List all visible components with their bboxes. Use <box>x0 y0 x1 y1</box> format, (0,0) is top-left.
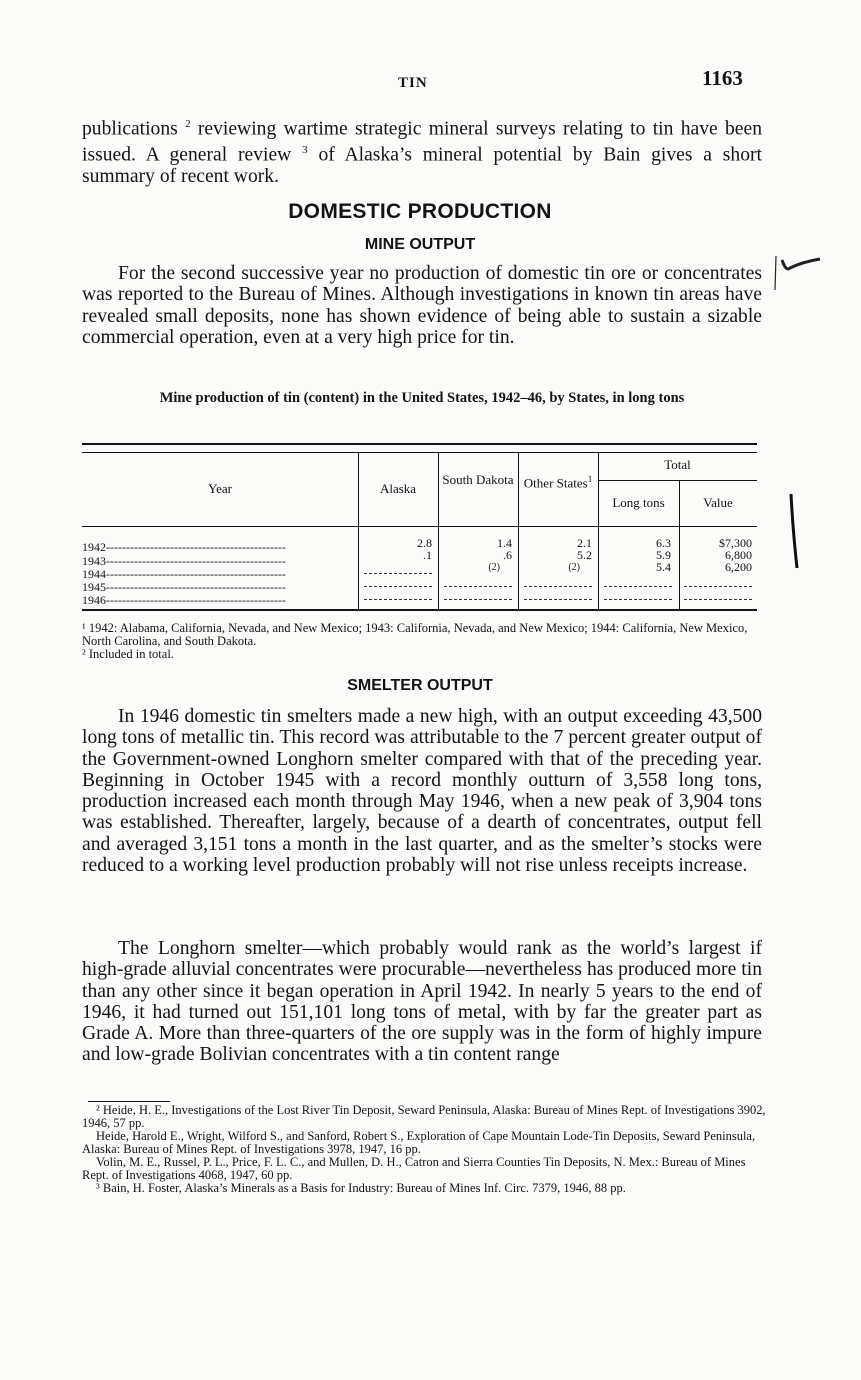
alaska-cell: .1 <box>423 548 432 562</box>
margin-check-mark <box>772 250 824 310</box>
value-cell: 6,200 <box>725 560 752 574</box>
empty-cell-dash <box>364 599 432 601</box>
alaska-cell: 2.8 <box>417 536 432 550</box>
other-states-cell: (2) <box>568 562 580 573</box>
table-footnote-2: ² Included in total. <box>82 647 174 661</box>
smelter-output-text-1: In 1946 domestic tin smelters made a new high, with an output exceeding 43,500 long tons of metallic tin. This record was attributable to the 7 percent greater output of the Government-owned Longhorn smelter compared with that of the preceding year. Beginning in October 1945 with a record monthly outturn of 3,558 long tons, production increased each month through May 1946, when a new peak of 3,904 tons was established. Thereafter, largely, because of a dearth of concentrates, output fell and averaged 3,151 tons a month in the last quarter, and as the smelter’s stocks were reduced to a working level production probably will not rise unless receipts increase. <box>82 706 762 877</box>
empty-cell-dash <box>684 599 752 601</box>
year-cell: 1946--------------------------------------------- <box>82 593 286 607</box>
intro-paragraph <box>82 114 762 187</box>
empty-cell-dash <box>364 573 432 575</box>
smelter-output-text-2: The Longhorn smelter—which probably would rank as the world’s largest if high-grade alluvial concentrates were procurable—nevertheless has produced more tin than any other since it began operation in April 1942. In nearly 5 years to the end of 1946, it had turned out 151,101 long tons of metal, with by far the greater part as Grade A. More than three-quarters of the ore supply was in the form of highly impure and low-grade Bolivian concentrates with a tin content range <box>82 938 762 1066</box>
mine-output-heading: MINE OUTPUT <box>364 236 476 253</box>
page-footnote: ³ Bain, H. Foster, Alaska’s Minerals as a Basis for Industry: Bureau of Mines Inf. Circ. 7379, 1946, 88 pp. <box>96 1181 626 1195</box>
long-tons-cell: 5.4 <box>656 560 671 574</box>
intro-text-3: of Alaska’s mineral potential by Bain gives a short summary of recent work. <box>82 144 762 187</box>
empty-cell-dash <box>444 599 512 601</box>
header-alaska: Alaska <box>379 481 417 496</box>
footnote-separator <box>88 1101 170 1102</box>
smelter-output-paragraph-1 <box>82 706 762 876</box>
header-other-states-label: Other States <box>523 475 588 491</box>
page-number: 1163 <box>702 66 743 90</box>
empty-cell-dash <box>524 599 592 601</box>
production-table <box>82 443 757 613</box>
empty-cell-dash <box>444 586 512 588</box>
table-rule <box>82 452 757 453</box>
empty-cell-dash <box>604 599 672 601</box>
column-divider <box>598 452 599 611</box>
long-tons-cell: 5.9 <box>656 548 671 562</box>
footnote-ref: 3 <box>302 143 308 156</box>
value-cell: 6,800 <box>725 548 752 562</box>
page-footnote: Volin, M. E., Russel, P. L., Price, F. L. C., and Mullen, D. H., Catron and Sierra Counties Tin Deposits, N. Mex.: Bureau of Mines Rept. of Investigations 4068, 1947, 60 pp. <box>82 1155 746 1182</box>
header-value: Value <box>703 495 733 510</box>
table-footnote-1: ¹ 1942: Alabama, California, Nevada, and New Mexico; 1943: California, Nevada, and New Mexico; 1944: California, New Mexico, North Carolina, and South Dakota. <box>82 621 748 648</box>
footnote-ref: 2 <box>185 118 191 130</box>
table-bottom-rule <box>82 609 757 611</box>
header-long-tons: Long tons <box>612 495 665 510</box>
header-other-states <box>518 472 598 490</box>
value-cell: $7,300 <box>719 536 752 550</box>
smelter-output-heading: SMELTER OUTPUT <box>347 677 493 694</box>
year-cell: 1942--------------------------------------------- <box>82 540 286 554</box>
page-footnote: Heide, Harold E., Wright, Wilford S., and Sanford, Robert S., Exploration of Cape Mountain Lode-Tin Deposits, Seward Peninsula, Alaska: Bureau of Mines Rept. of Investigations 3978, 1947, 16 pp. <box>82 1129 756 1156</box>
year-cell: 1944--------------------------------------------- <box>82 567 286 581</box>
header-total: Total <box>664 457 691 472</box>
intro-text-1: publications <box>82 118 186 140</box>
smelter-output-paragraph-2 <box>82 938 762 1066</box>
year-cell: 1945--------------------------------------------- <box>82 580 286 594</box>
mine-output-paragraph <box>82 263 762 348</box>
south-dakota-cell: .6 <box>503 548 512 562</box>
other-states-cell: 5.2 <box>577 548 592 562</box>
year-cell: 1943--------------------------------------------- <box>82 554 286 568</box>
long-tons-cell: 6.3 <box>656 536 671 550</box>
empty-cell-dash <box>524 586 592 588</box>
table-top-rule <box>82 443 757 445</box>
running-title: TIN <box>398 75 428 91</box>
other-states-cell: 2.1 <box>577 536 592 550</box>
south-dakota-cell: 1.4 <box>497 536 512 550</box>
total-subheader-rule <box>598 480 757 481</box>
column-divider <box>358 452 359 611</box>
empty-cell-dash <box>684 586 752 588</box>
section-heading: DOMESTIC PRODUCTION <box>288 200 552 223</box>
page-footnotes <box>82 1104 772 1195</box>
mine-output-text: For the second successive year no production of domestic tin ore or concentrates was reported to the Bureau of Mines. Although investigations in known tin areas have revealed small deposits, none has shown evidence of being able to sustain a sizable commercial operation, even at a very high price for tin. <box>82 263 762 348</box>
table-caption: Mine production of tin (content) in the United States, 1942–46, by States, in long tons <box>159 390 685 406</box>
intro-text-2: reviewing wartime strategic mineral surveys relating to tin have been issued. A general review <box>82 118 762 166</box>
south-dakota-cell: (2) <box>488 562 500 573</box>
margin-bracket-mark <box>787 492 807 572</box>
header-year: Year <box>208 481 232 496</box>
empty-cell-dash <box>364 586 432 588</box>
page-footnote: ² Heide, H. E., Investigations of the Lost River Tin Deposit, Seward Peninsula, Alaska: Bureau of Mines Rept. of Investigations 3902, 1946, 57 pp. <box>82 1103 766 1130</box>
empty-cell-dash <box>604 586 672 588</box>
header-south-dakota: South Dakota <box>442 472 514 487</box>
table-header-rule <box>82 526 757 527</box>
table-footnotes <box>82 622 772 661</box>
footnote-ref: 1 <box>587 474 593 484</box>
